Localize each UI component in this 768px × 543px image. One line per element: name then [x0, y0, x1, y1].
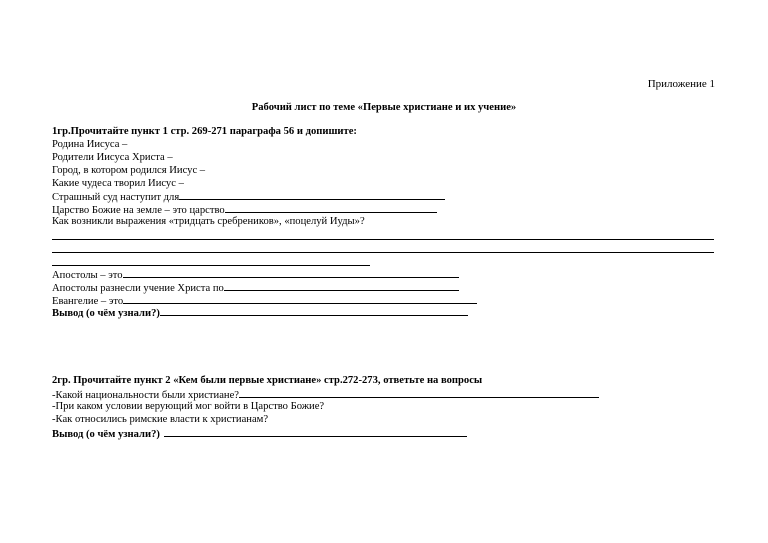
group1-question: Как возникли выражения «тридцать сребреников», «поцелуй Иуды»? [52, 216, 365, 228]
group2-section [52, 375, 599, 439]
group1-conclusion-label: Вывод (о чём узнали?) [52, 308, 160, 320]
answer-line-3[interactable] [52, 255, 477, 268]
spread-answer-line[interactable] [224, 281, 459, 291]
group2-nationality-row [52, 388, 599, 401]
group1-heading: 1гр.Прочитайте пункт 1 стр. 269-271 параграфа 56 и допишите: [52, 126, 357, 137]
group1-conclusion-answer-line[interactable] [160, 306, 468, 316]
nationality-label: -Какой национальности были христиане? [52, 389, 239, 401]
kingdom-answer-line[interactable] [225, 203, 437, 213]
nationality-answer-line[interactable] [239, 388, 599, 398]
group1-section [52, 126, 477, 319]
group1-line-city: Город, в котором родился Иисус – [52, 164, 206, 176]
judgment-label: Страшный суд наступит для [52, 192, 180, 204]
group2-condition: -При каком условии верующий мог войти в Царство Божие? [52, 400, 325, 412]
answer-line-2[interactable] [52, 242, 477, 255]
group1-gospel-row [52, 294, 477, 307]
kingdom-label: Царство Божие на земле – это царство [52, 205, 225, 217]
appendix-label: Приложение 1 [647, 78, 715, 90]
group2-romans: -Как относились римские власти к христианам? [52, 413, 269, 425]
answer-line-1[interactable] [52, 229, 477, 242]
worksheet-title: Рабочий лист по теме «Первые христиане и их учение» [251, 102, 517, 113]
gospel-answer-line[interactable] [123, 294, 477, 304]
group2-conclusion-answer-line[interactable] [164, 427, 467, 437]
apostles-label: Апостолы – это [52, 269, 123, 281]
group1-apostles-row [52, 268, 477, 281]
apostles-answer-line[interactable] [123, 268, 459, 278]
group1-line-homeland: Родина Иисуса – [52, 138, 128, 150]
group2-heading: 2гр. Прочитайте пункт 2 «Кем были первые христиане» стр.272-273, ответьте на вопросы [52, 375, 483, 386]
group2-conclusion-row [52, 427, 599, 440]
group1-line-parents: Родители Иисуса Христа – [52, 151, 173, 163]
group1-line-miracles: Какие чудеса творил Иисус – [52, 177, 184, 189]
group1-kingdom-row [52, 203, 477, 216]
group1-conclusion-row [52, 306, 477, 319]
group1-spread-row [52, 281, 477, 294]
judgment-answer-line[interactable] [179, 190, 445, 200]
gospel-label: Евангелие – это [52, 295, 124, 307]
spread-label: Апостолы разнесли учение Христа по [52, 282, 224, 294]
group2-conclusion-label: Вывод (о чём узнали?) [52, 428, 160, 440]
group1-judgment-row [52, 190, 477, 203]
